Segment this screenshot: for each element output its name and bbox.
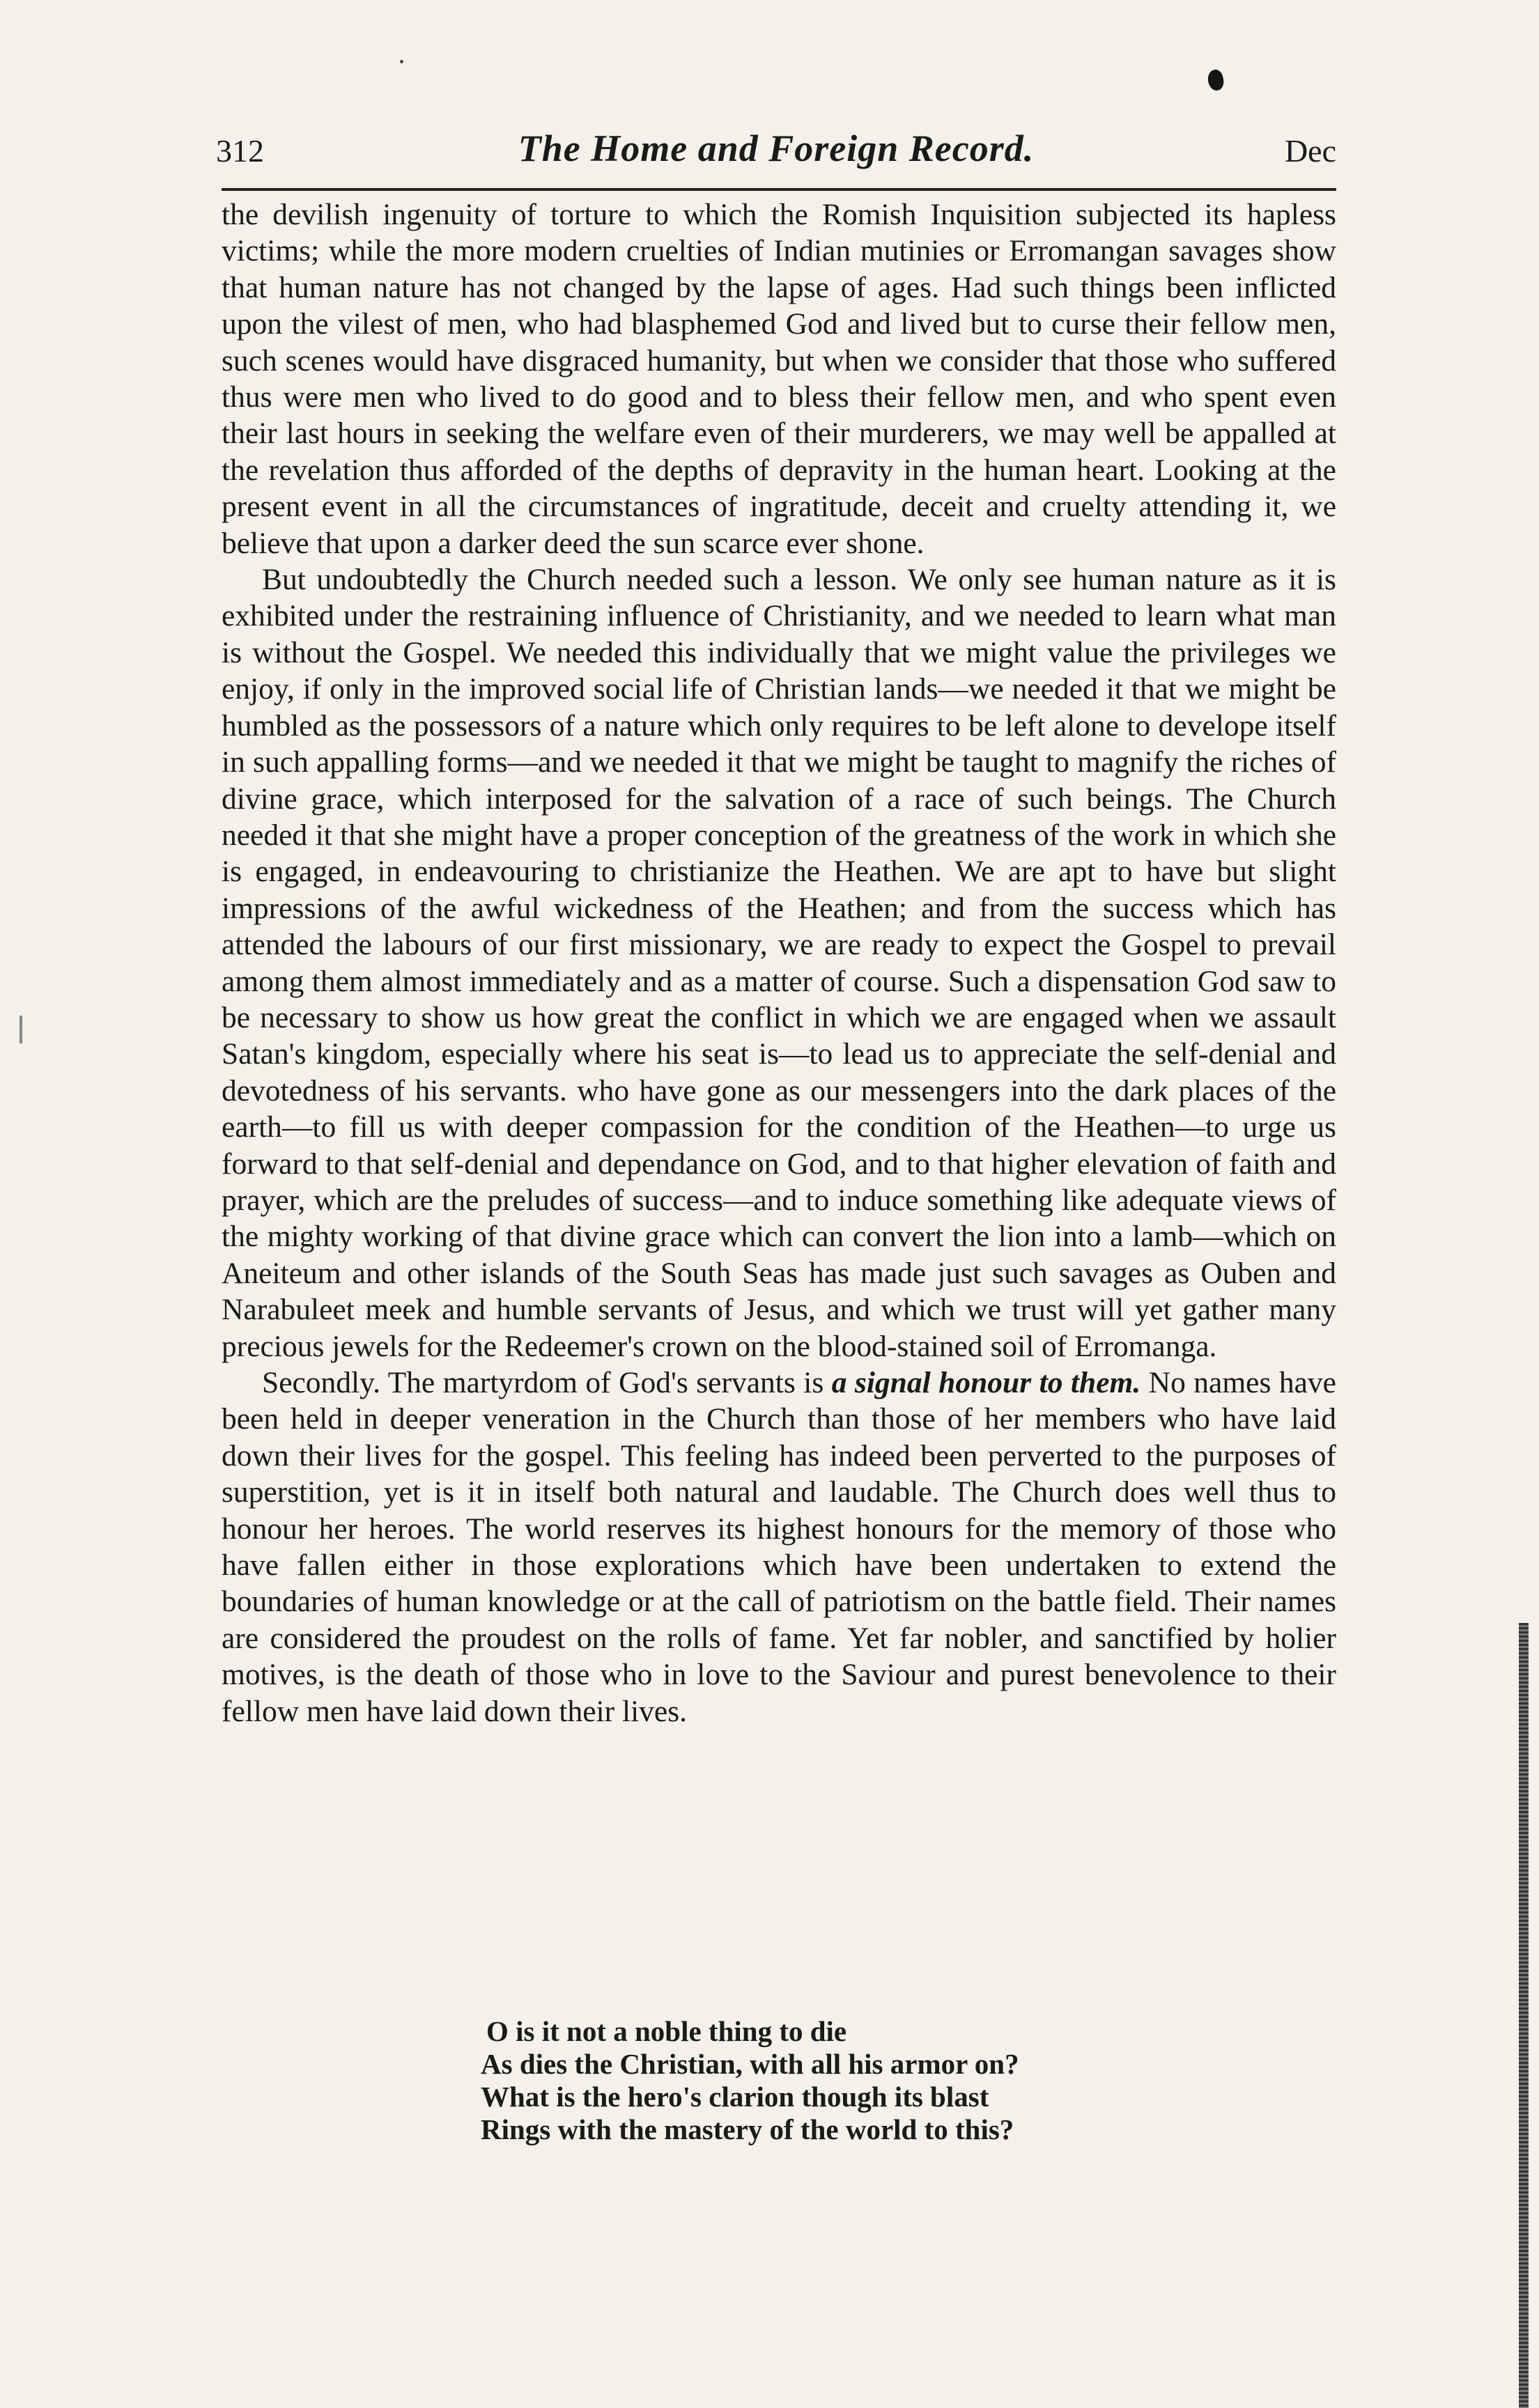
- paragraph-3-rest: No names have been held in deeper veneration in the Church than those of her members who have laid down their lives for the gospel. This feeling has indeed been perverted to the purposes of superstition, yet is it in itself both natural and laudable. The Church does well thus to honour her heroes. The world reserves its highest honours for the memory of those who have fallen either in those explorations which have been undertaken to extend the boundaries of human knowledge or at the call of patriotism on the battle field. Their names are considered the proudest on the rolls of fame. Yet far nobler, and sanctified by holier motives, is the death of those who in love to the Saviour and purest benevolence to their fellow men have laid down their lives.: [222, 1366, 1336, 1728]
- paragraph-2: But undoubtedly the Church needed such a lesson. We only see human nature as it is exhibited under the restraining influence of Christianity, and we needed to learn what man is without the Gospel. We needed this individually that we might value the privileges we enjoy, if only in the improved social life of Christian lands—we needed it that we might be humbled as the possessors of a nature which only requires to be left alone to develope itself in such appalling forms—and we needed it that we might be taught to magnify the riches of divine grace, which interposed for the salvation of a race of such beings. The Church needed it that she might have a proper conception of the greatness of the work in which she is engaged, in endeavouring to christianize the Heathen. We are apt to have but slight impressions of the awful wickedness of the Heathen; and from the success which has attended the labours of our first missionary, we are ready to expect the Gospel to prevail among them almost immediately and as a matter of course. Such a dispensation God saw to be necessary to show us how great the conflict in which we are engaged when we assault Satan's kingdom, especially where his seat is—to lead us to appreciate the self-denial and devotedness of his servants. who have gone as our messengers into the dark places of the earth—to fill us with deeper compassion for the condition of the Heathen—to urge us forward to that self-denial and dependance on God, and to that higher elevation of faith and prayer, which are the preludes of success—and to induce something like adequate views of the mighty working of that divine grace which can convert the lion into a lamb—which on Aneiteum and other islands of the South Seas has made just such savages as Ouben and Narabuleet meek and humble servants of Jesus, and which we trust will yet gather many precious jewels for the Redeemer's crown on the blood-stained soil of Erromanga.: [222, 563, 1336, 1363]
- page-header: [216, 127, 1336, 182]
- page-number: 312: [216, 133, 264, 169]
- verse-line-1: O is it not a noble thing to die: [486, 2015, 847, 2047]
- verse-quotation: [481, 2015, 1019, 2146]
- paragraph-3: [222, 1365, 1336, 1730]
- paragraph-3-emphasis: a signal honour to them.: [831, 1366, 1141, 1399]
- margin-mark: [20, 1016, 22, 1043]
- page-edge-shadow: [1519, 1623, 1529, 2408]
- paragraph-3-lead: Secondly. The martyrdom of God's servants is: [262, 1366, 832, 1399]
- header-rule: [222, 188, 1336, 191]
- verse-line-2: As dies the Christian, with all his armor on?: [481, 2048, 1019, 2080]
- header-month: Dec: [1284, 133, 1336, 169]
- article-body: [222, 196, 1336, 1730]
- verse-line-4: Rings with the mastery of the world to this?: [481, 2113, 1014, 2145]
- ink-blot: [1206, 68, 1225, 92]
- ink-speck: [400, 60, 403, 63]
- paragraph-1: the devilish ingenuity of torture to which the Romish Inquisition subjected its hapless victims; while the more modern cruelties of Indian mutinies or Erromangan savages show that human nature has not changed by the lapse of ages. Had such things been inflicted upon the vilest of men, who had blasphemed God and lived but to curse their fellow men, such scenes would have disgraced humanity, but when we consider that those who suffered thus were men who lived to do good and to bless their fellow men, and who spent even their last hours in seeking the welfare even of their murderers, we may well be appalled at the revelation thus afforded of the depths of depravity in the human heart. Looking at the present event in all the circumstances of ingratitude, deceit and cruelty attending it, we believe that upon a darker deed the sun scarce ever shone.: [222, 198, 1336, 560]
- running-title: The Home and Foreign Record.: [518, 127, 1035, 169]
- verse-line-3: What is the hero's clarion though its blast: [481, 2081, 989, 2113]
